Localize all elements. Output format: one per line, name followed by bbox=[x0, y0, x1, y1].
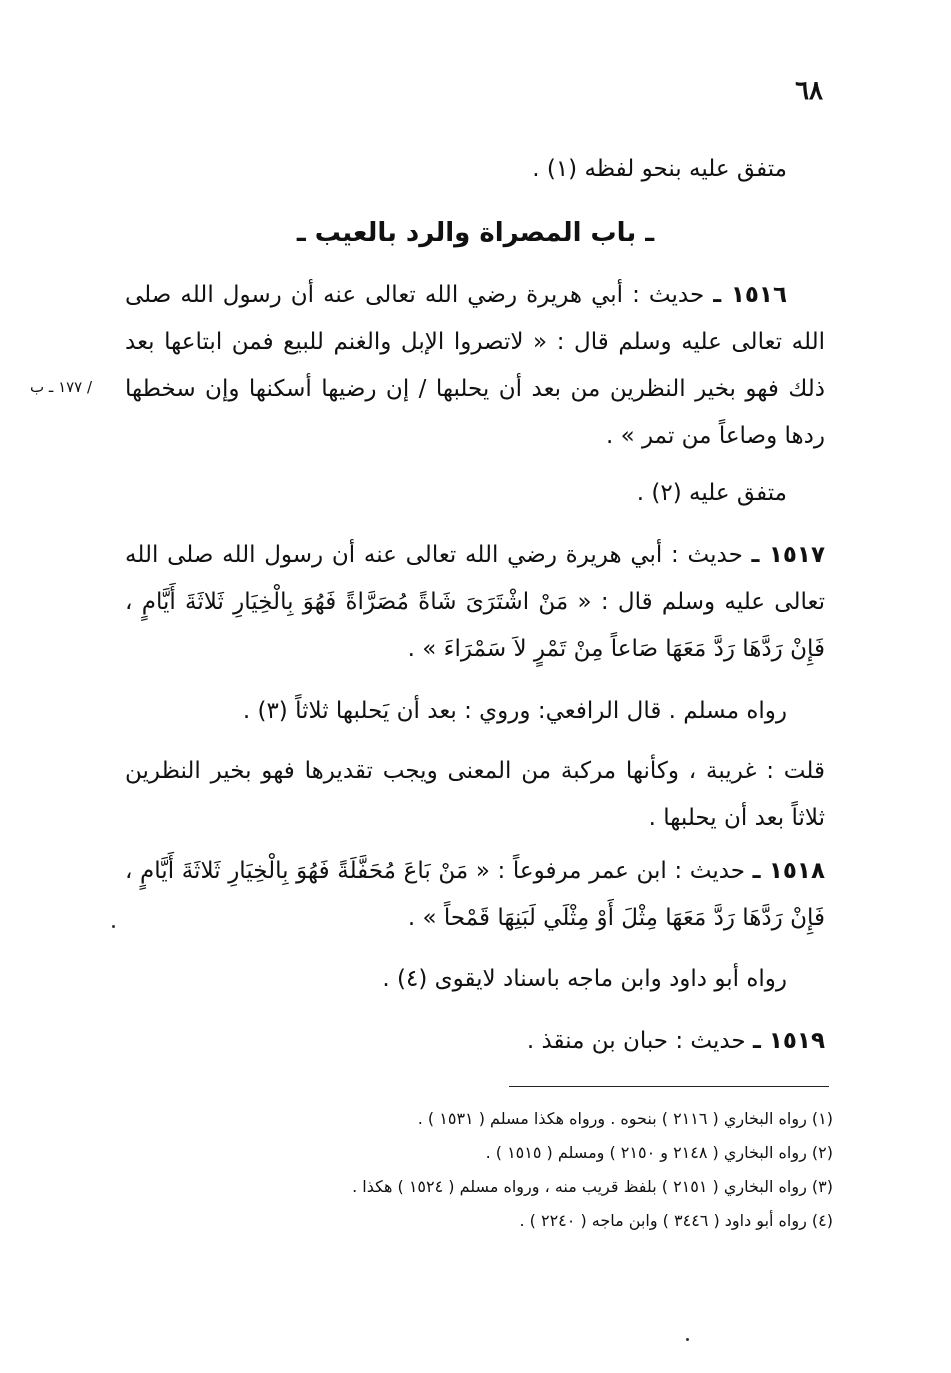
footnote-2: (٢) رواه البخاري ( ٢١٤٨ و ٢١٥٠ ) ومسلم ( ١٥١٥ ) . bbox=[485, 1143, 833, 1162]
hadith-number: ١٥١٨ ـ bbox=[752, 858, 825, 884]
hadith-text: حديث : أبي هريرة رضي الله تعالى عنه أن رسول الله صلى الله تعالى عليه وسلم قال : « لاتصروا الإبل والغنم للبيع فمن ابتاعها بعد ذلك فهو بخير النظرين من بعد أن يحلبها / إن رضيها أسكنها وإن سخطها ردها وصاعاً من تمر » . bbox=[125, 282, 825, 449]
scan-speck bbox=[112, 925, 115, 928]
hadith-text: حديث : أبي هريرة رضي الله تعالى عنه أن رسول الله صلى الله تعالى عليه وسلم قال : « مَنْ اشْتَرَىَ شَاةً مُصَرَّاةً فَهُوَ بِالْخِيَارِ ثَلاثَةَ أَيَّامٍ ، فَإِنْ رَدَّهَا رَدَّ مَعَهَا صَاعاً مِنْ تَمْرٍ لاَ سَمْرَاءَ » . bbox=[125, 542, 825, 662]
chapter-heading: ـ باب المصراة والرد بالعيب ـ bbox=[296, 218, 655, 248]
footnote-1: (١) رواه البخاري ( ٢١١٦ ) بنحوه . ورواه هكذا مسلم ( ١٥٣١ ) . bbox=[417, 1109, 833, 1128]
hadith-number: ١٥١٦ ـ bbox=[713, 282, 787, 308]
hadith-1519 bbox=[125, 1018, 825, 1065]
hadith-text: حديث : ابن عمر مرفوعاً : « مَنْ بَاعَ مُحَفَّلَةً فَهُوَ بِالْخِيَارِ ثَلاثَةَ أَيَّامٍ ، فَإِنْ رَدَّهَا رَدَّ مَعَهَا مِثْلَ أَوْ مِثْلَي لَبَنِهَا قَمْحاً » . bbox=[125, 858, 825, 931]
author-comment: قلت : غريبة ، وكأنها مركبة من المعنى ويجب تقديرها فهو بخير النظرين ثلاثاً بعد أن يحلبها . bbox=[125, 758, 825, 831]
hadith-number: ١٥١٩ ـ bbox=[752, 1028, 825, 1054]
hadith-1517 bbox=[125, 532, 825, 673]
intro-line: متفق عليه بنحو لفظه (١) . bbox=[532, 156, 787, 182]
agreed-upon-line: متفق عليه (٢) . bbox=[636, 480, 787, 506]
page-number: ٦٨ bbox=[795, 76, 823, 106]
hadith-1518 bbox=[125, 848, 825, 942]
narration-muslim: رواه مسلم . قال الرافعي: وروي : بعد أن يَحلبها ثلاثاً (٣) . bbox=[242, 698, 787, 724]
narration-abu-dawud: رواه أبو داود وابن ماجه باسناد لايقوى (٤) . bbox=[382, 966, 787, 992]
hadith-text: حديث : حبان بن منقذ . bbox=[526, 1028, 746, 1054]
footnotes bbox=[113, 1102, 833, 1238]
hadith-number: ١٥١٧ ـ bbox=[751, 542, 825, 568]
margin-folio-note: / ١٧٧ ـ ب bbox=[30, 378, 93, 396]
footnote-3: (٣) رواه البخاري ( ٢١٥١ ) بلفظ قريب منه ، ورواه مسلم ( ١٥٢٤ ) هكذا . bbox=[352, 1177, 833, 1196]
hadith-1516 bbox=[125, 272, 825, 460]
footnote-divider bbox=[509, 1086, 829, 1087]
footnote-4: (٤) رواه أبو داود ( ٣٤٤٦ ) وابن ماجه ( ٢٢٤٠ ) . bbox=[519, 1211, 833, 1230]
scan-speck bbox=[686, 1338, 689, 1341]
